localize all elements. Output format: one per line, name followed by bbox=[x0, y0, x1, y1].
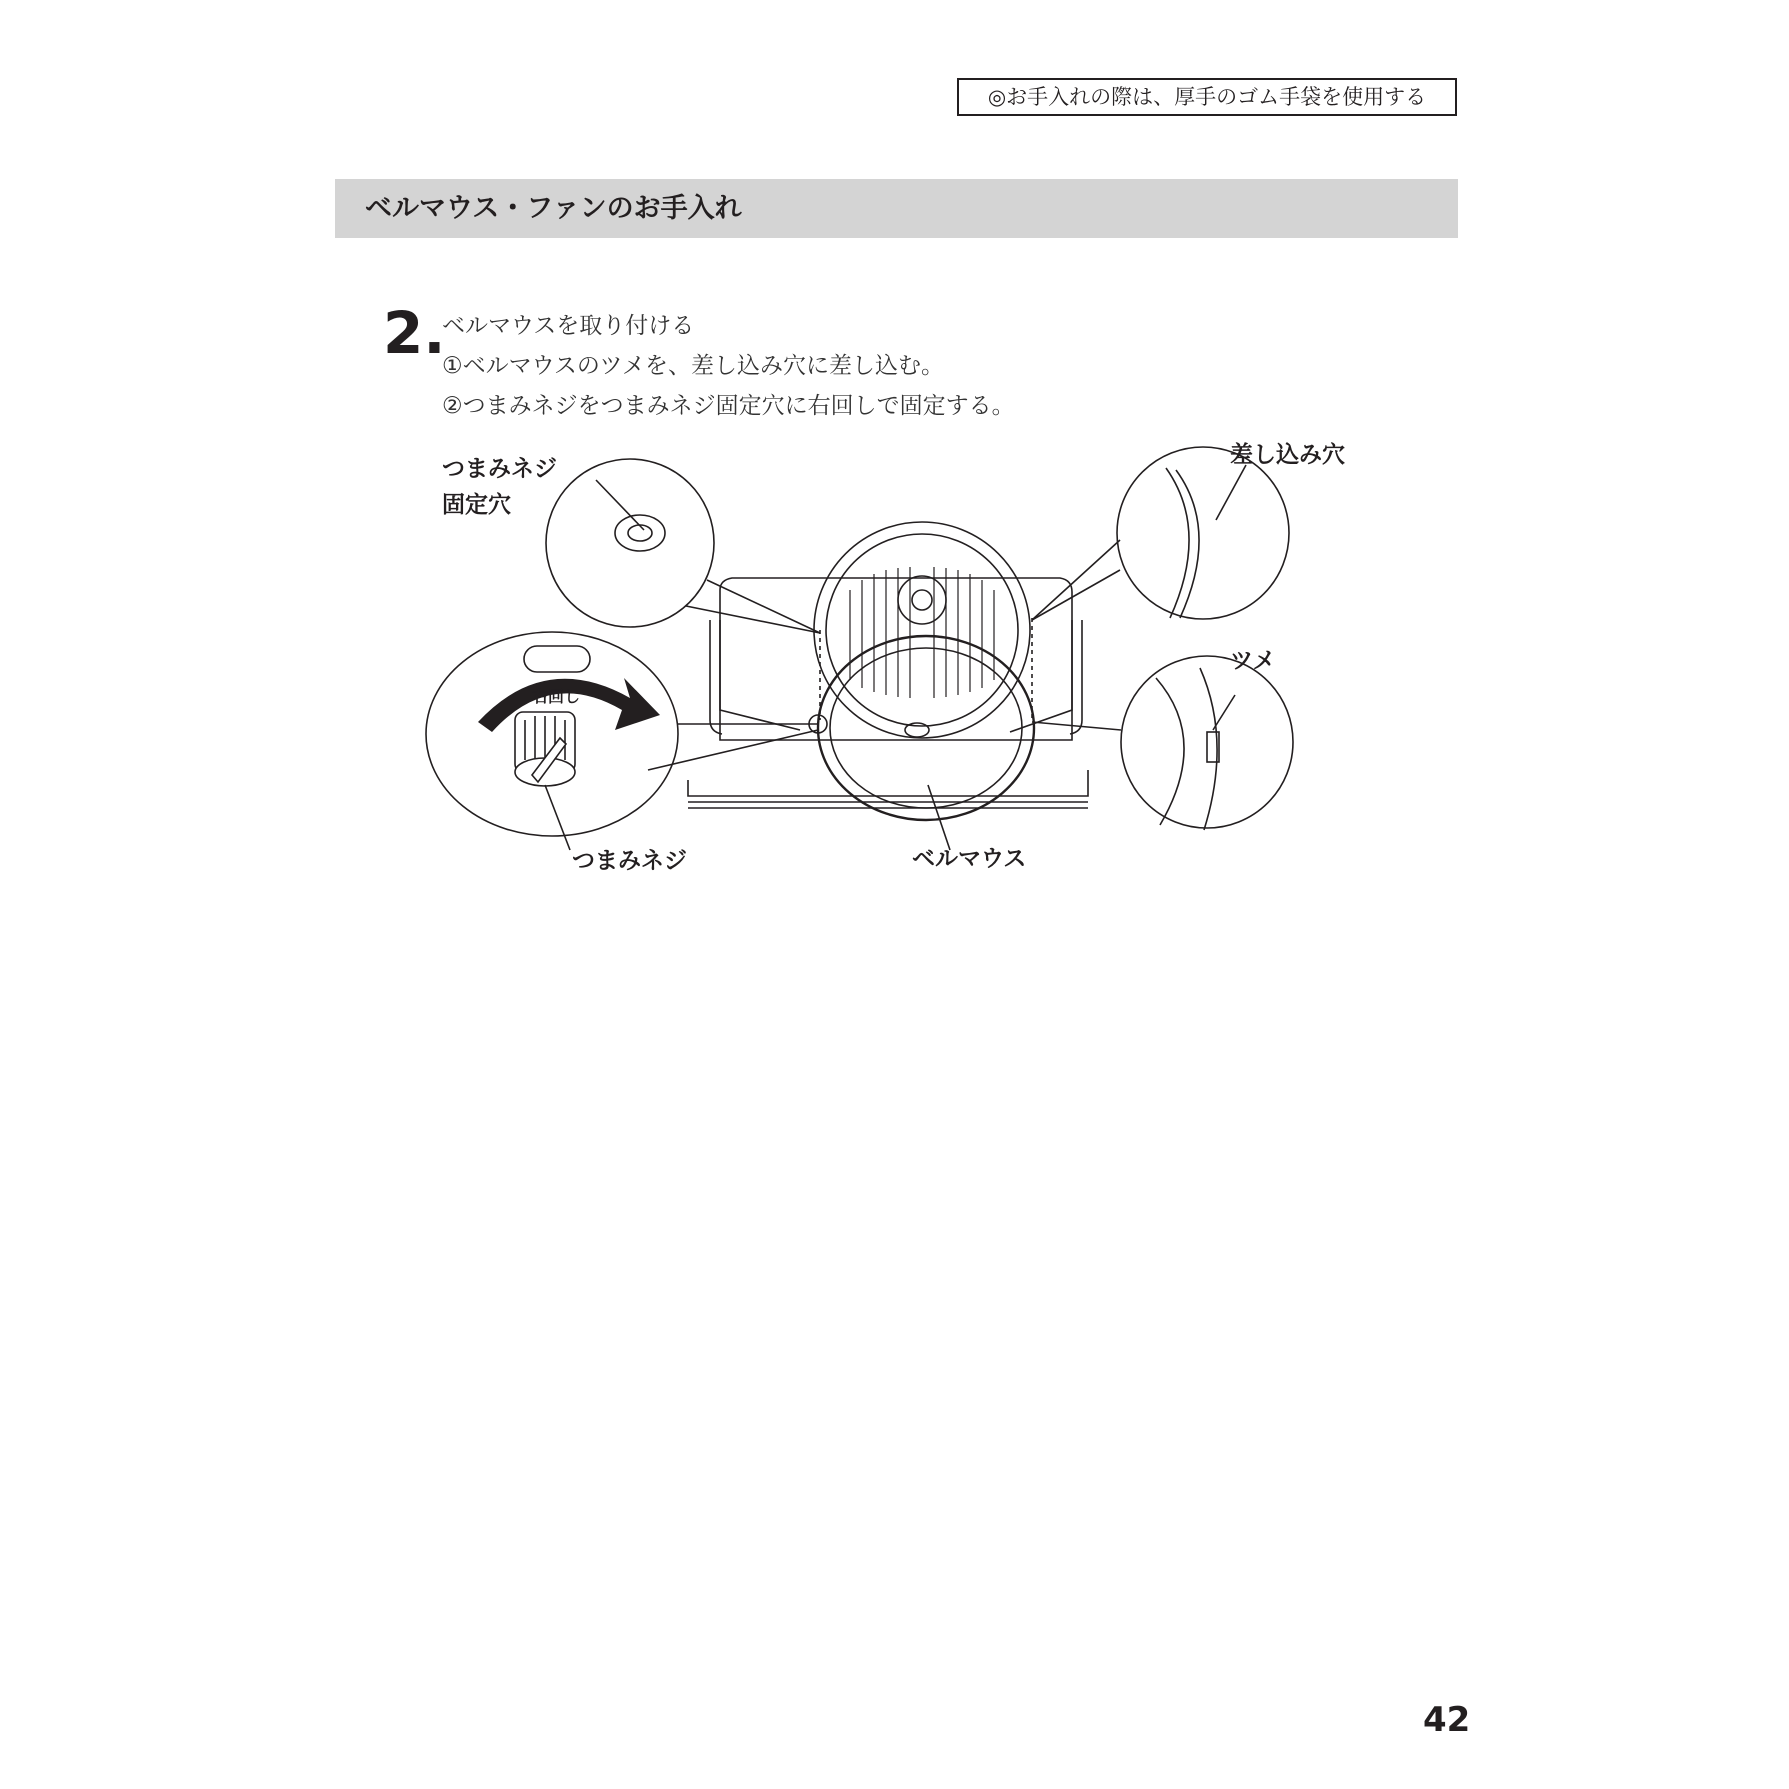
magnifier-knob bbox=[426, 632, 818, 850]
fan-hub bbox=[898, 576, 946, 624]
label-claw: ツメ bbox=[1230, 648, 1276, 674]
fan-outer bbox=[814, 522, 1030, 738]
housing-outline bbox=[720, 578, 1072, 740]
fan-blades bbox=[850, 567, 994, 698]
label-bellmouth: ベルマウス bbox=[912, 846, 1027, 872]
magnifier-screw-hole bbox=[546, 459, 820, 633]
label-screw-fixing-hole-2: 固定穴 bbox=[442, 492, 511, 518]
magnifier-claw bbox=[1032, 656, 1293, 830]
label-rotate-right: 右回し bbox=[532, 687, 581, 706]
safety-notice: ◎お手入れの際は、厚手のゴム手袋を使用する bbox=[957, 78, 1457, 116]
bellmouth-diagram bbox=[420, 440, 1300, 900]
label-screw-fixing-hole-1: つまみネジ bbox=[442, 456, 557, 482]
label-insertion-hole: 差し込み穴 bbox=[1230, 442, 1345, 468]
page-number: 42 bbox=[1423, 1700, 1471, 1740]
step-title: ベルマウスを取り付ける bbox=[442, 313, 695, 339]
installation-illustration bbox=[420, 440, 1345, 900]
step-instruction-1: ①ベルマウスのツメを、差し込み穴に差し込む。 bbox=[442, 353, 945, 379]
label-knob-screw: つまみネジ bbox=[572, 848, 687, 874]
bellmouth-ring bbox=[818, 636, 1034, 820]
step-instruction-2: ②つまみネジをつまみネジ固定穴に右回しで固定する。 bbox=[442, 393, 1015, 419]
section-header bbox=[335, 179, 1458, 238]
magnifier-insert-hole bbox=[1032, 447, 1289, 620]
section-title: ベルマウス・ファンのお手入れ bbox=[365, 193, 742, 224]
step-number: 2. bbox=[383, 299, 446, 367]
